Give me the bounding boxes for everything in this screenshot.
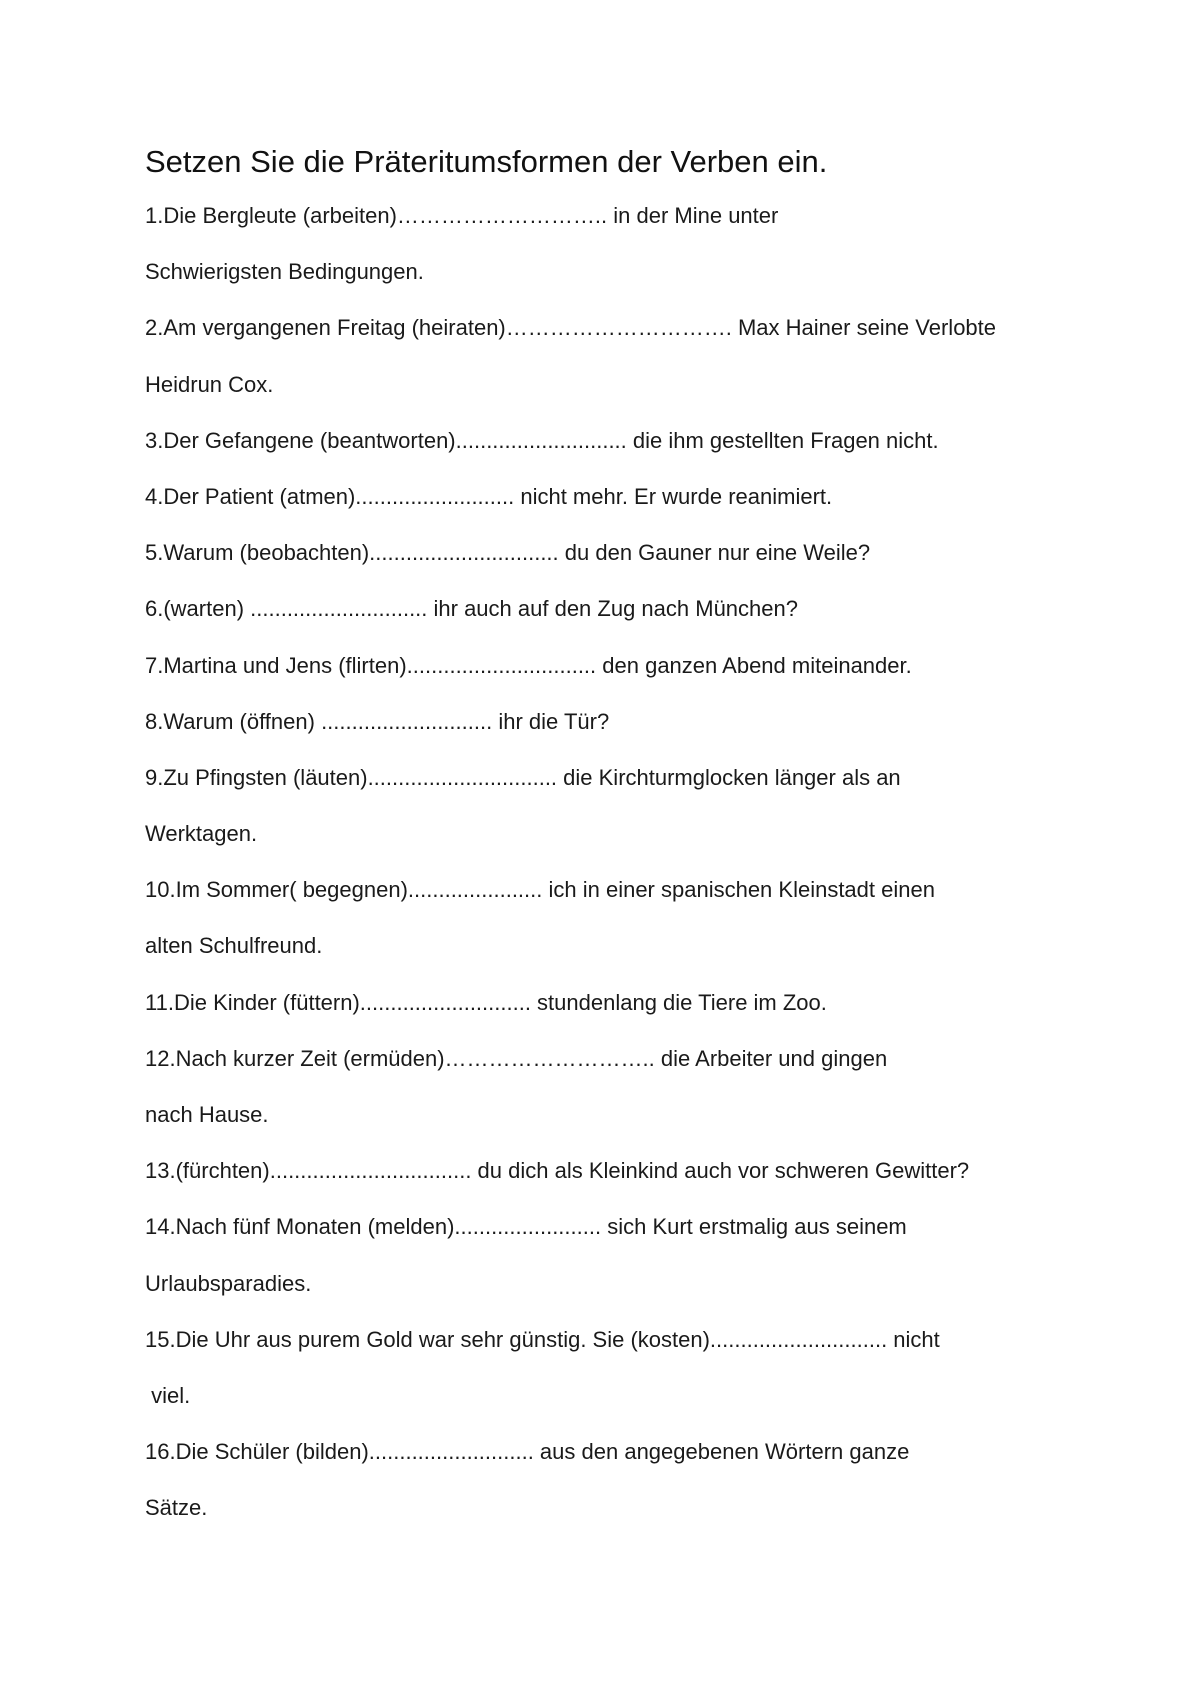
worksheet-title: Setzen Sie die Präteritumsformen der Verben ein. bbox=[145, 144, 828, 179]
exercise-line: 5.Warum (beobachten)............................... du den Gauner nur eine Weile? bbox=[145, 540, 871, 566]
exercise-line: Heidrun Cox. bbox=[145, 371, 274, 397]
exercise-line: 3.Der Gefangene (beantworten)............................ die ihm gestellten Fragen nicht. bbox=[145, 427, 939, 453]
exercise-line: viel. bbox=[145, 1382, 191, 1408]
exercise-line: 11.Die Kinder (füttern)............................ stundenlang die Tiere im Zoo. bbox=[145, 989, 827, 1015]
exercise-line: nach Hause. bbox=[145, 1102, 269, 1127]
exercise-line: 9.Zu Pfingsten (läuten)............................... die Kirchturmglocken länger als an bbox=[145, 764, 901, 790]
exercise-line: Urlaubsparadies. bbox=[145, 1270, 312, 1296]
exercise-line: 14.Nach fünf Monaten (melden)........................ sich Kurt erstmalig aus seinem bbox=[145, 1214, 907, 1240]
exercise-line: 12.Nach kurzer Zeit (ermüden)……………………….. die Arbeiter und gingen bbox=[145, 1045, 888, 1071]
exercise-line: 13.(fürchten)................................. du dich als Kleinkind auch vor schweren Gewitter? bbox=[145, 1158, 970, 1184]
exercise-line: 16.Die Schüler (bilden)........................... aus den angegebenen Wörtern ganze bbox=[145, 1439, 910, 1465]
exercise-line: Schwierigsten Bedingungen. bbox=[145, 259, 424, 285]
exercise-line: 8.Warum (öffnen) ............................ ihr die Tür? bbox=[145, 708, 610, 734]
exercise-line: 10.Im Sommer( begegnen)...................... ich in einer spanischen Kleinstadt einen bbox=[145, 877, 935, 903]
exercise-line: 1.Die Bergleute (arbeiten)……………………….. in der Mine unter bbox=[145, 203, 779, 228]
exercise-line: Sätze. bbox=[145, 1495, 208, 1521]
exercise-line: 2.Am vergangenen Freitag (heiraten)…………………………. Max Hainer seine Verlobte bbox=[145, 315, 997, 341]
exercise-list bbox=[145, 188, 1145, 1537]
exercise-line: alten Schulfreund. bbox=[145, 933, 323, 959]
worksheet bbox=[145, 142, 1145, 1537]
exercise-line: 7.Martina und Jens (flirten)............................... den ganzen Abend miteinander. bbox=[145, 652, 912, 678]
exercise-line: 6.(warten) ............................. ihr auch auf den Zug nach München? bbox=[145, 596, 798, 622]
exercise-line: Werktagen. bbox=[145, 821, 258, 847]
exercise-line: 15.Die Uhr aus purem Gold war sehr günstig. Sie (kosten)............................. nicht bbox=[145, 1326, 940, 1352]
exercise-line: 4.Der Patient (atmen).......................... nicht mehr. Er wurde reanimiert. bbox=[145, 483, 833, 509]
